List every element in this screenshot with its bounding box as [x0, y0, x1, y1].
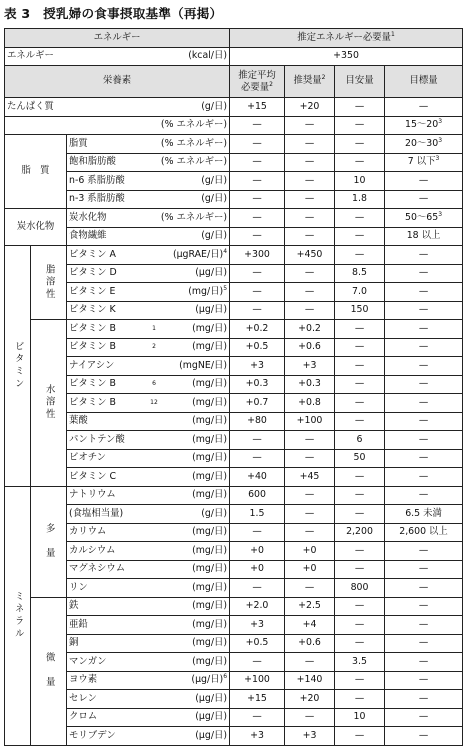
vit_d-name-cell: ビタミン D (µg/日)	[67, 264, 230, 283]
n6-ear: —	[230, 172, 285, 191]
energy-unit: (kcal/日)	[188, 50, 228, 62]
n3-name-cell: n-3 系脂肪酸 (g/日)	[67, 190, 230, 209]
table-row	[5, 264, 463, 283]
vit_d-dg: —	[385, 264, 463, 283]
protein-ear: +15	[230, 98, 285, 117]
manganese-ai: 3.5	[335, 653, 385, 672]
group-carb: 炭水化物	[5, 209, 67, 246]
energy-header-row	[5, 29, 463, 48]
table-row	[5, 320, 463, 339]
zinc-name-cell: 亜鉛 (mg/日)	[67, 616, 230, 635]
vit_b1-ear: +0.2	[230, 320, 285, 339]
table-title: 表 3 授乳婦の食事摂取基準（再掲）	[4, 6, 223, 21]
group-mineral: ミネラル	[5, 486, 31, 745]
iodine-ear: +100	[230, 671, 285, 690]
lipid-ai: —	[335, 135, 385, 154]
molybdenum-rda: +3	[285, 727, 335, 746]
protein_pct-ear: —	[230, 116, 285, 135]
vit_a-dg: —	[385, 246, 463, 265]
vit_c-ear: +40	[230, 468, 285, 487]
energy-value: +350	[230, 47, 463, 66]
protein-rda: +20	[285, 98, 335, 117]
folate-name-cell: 葉酸 (mg/日)	[67, 412, 230, 431]
pantothenic-dg: —	[385, 431, 463, 450]
folate-ai: —	[335, 412, 385, 431]
copper-ear: +0.5	[230, 634, 285, 653]
vit_b2-dg: —	[385, 338, 463, 357]
biotin-name-cell: ビオチン (mg/日)	[67, 449, 230, 468]
fiber-ear: —	[230, 227, 285, 246]
salt-ai: —	[335, 505, 385, 524]
nutrition-table	[4, 28, 463, 746]
biotin-rda: —	[285, 449, 335, 468]
molybdenum-ai: —	[335, 727, 385, 746]
magnesium-dg: —	[385, 560, 463, 579]
potassium-ear: —	[230, 523, 285, 542]
vit_k-dg: —	[385, 301, 463, 320]
table-row	[5, 449, 463, 468]
energy-header: エネルギー	[5, 29, 230, 48]
potassium-dg: 2,600 以上	[385, 523, 463, 542]
table-row	[5, 523, 463, 542]
pantothenic-rda: —	[285, 431, 335, 450]
sfa-rda: —	[285, 153, 335, 172]
table-row	[5, 671, 463, 690]
iron-ai: —	[335, 597, 385, 616]
manganese-name-cell: マンガン (mg/日)	[67, 653, 230, 672]
sodium-ai: —	[335, 486, 385, 505]
selenium-name-cell: セレン (µg/日)	[67, 690, 230, 709]
calcium-ai: —	[335, 542, 385, 561]
calcium-name-cell: カルシウム (mg/日)	[67, 542, 230, 561]
table-row	[5, 135, 463, 154]
vit_e-ai: 7.0	[335, 283, 385, 302]
ai-header: 目安量	[335, 66, 385, 98]
table-row	[5, 190, 463, 209]
carbohydrate-name-cell: 炭水化物 (% エネルギー)	[67, 209, 230, 228]
pantothenic-ear: —	[230, 431, 285, 450]
n6-dg: —	[385, 172, 463, 191]
folate-dg: —	[385, 412, 463, 431]
vit_c-dg: —	[385, 468, 463, 487]
salt-dg: 6.5 未満	[385, 505, 463, 524]
calcium-dg: —	[385, 542, 463, 561]
nutrient-header: 栄養素	[5, 66, 230, 98]
n6-name-cell: n-6 系脂肪酸 (g/日)	[67, 172, 230, 191]
carbohydrate-ai: —	[335, 209, 385, 228]
vit_b6-name-cell: ビタミン B $_6$ (mg/日)	[67, 375, 230, 394]
table-row	[5, 653, 463, 672]
biotin-dg: —	[385, 449, 463, 468]
vit_k-rda: —	[285, 301, 335, 320]
copper-ai: —	[335, 634, 385, 653]
table-row	[5, 542, 463, 561]
table-row	[5, 616, 463, 635]
n3-rda: —	[285, 190, 335, 209]
carbohydrate-dg: 50〜$65^3$	[385, 209, 463, 228]
phosphorus-rda: —	[285, 579, 335, 598]
vit_a-name-cell: ビタミン A (µgRAE/日)$^4$	[67, 246, 230, 265]
nutrient-header-row	[5, 66, 463, 98]
carbohydrate-rda: —	[285, 209, 335, 228]
phosphorus-ai: 800	[335, 579, 385, 598]
iron-dg: —	[385, 597, 463, 616]
niacin-rda: +3	[285, 357, 335, 376]
sodium-rda: —	[285, 486, 335, 505]
calcium-rda: +0	[285, 542, 335, 561]
table-row	[5, 283, 463, 302]
energy-row	[5, 47, 463, 66]
vit_b2-ear: +0.5	[230, 338, 285, 357]
phosphorus-dg: —	[385, 579, 463, 598]
table-row	[5, 431, 463, 450]
vit_b12-ear: +0.7	[230, 394, 285, 413]
vit_c-rda: +45	[285, 468, 335, 487]
manganese-dg: —	[385, 653, 463, 672]
group-water-soluble: 水溶性	[31, 320, 67, 487]
vit_e-ear: —	[230, 283, 285, 302]
sfa-ear: —	[230, 153, 285, 172]
pantothenic-ai: 6	[335, 431, 385, 450]
selenium-rda: +20	[285, 690, 335, 709]
iodine-rda: +140	[285, 671, 335, 690]
table-row	[5, 338, 463, 357]
protein-dg: —	[385, 98, 463, 117]
table-row	[5, 468, 463, 487]
vit_c-name-cell: ビタミン C (mg/日)	[67, 468, 230, 487]
iodine-name-cell: ヨウ素 (µg/日)$^6$	[67, 671, 230, 690]
sodium-ear: 600	[230, 486, 285, 505]
protein_pct-rda: —	[285, 116, 335, 135]
table-row	[5, 634, 463, 653]
vit_b6-ai: —	[335, 375, 385, 394]
vit_d-ear: —	[230, 264, 285, 283]
magnesium-rda: +0	[285, 560, 335, 579]
vit_b12-dg: —	[385, 394, 463, 413]
niacin-ear: +3	[230, 357, 285, 376]
vit_a-rda: +450	[285, 246, 335, 265]
niacin-dg: —	[385, 357, 463, 376]
zinc-ai: —	[335, 616, 385, 635]
vit_k-name-cell: ビタミン K (µg/日)	[67, 301, 230, 320]
vit_b1-rda: +0.2	[285, 320, 335, 339]
vit_b2-ai: —	[335, 338, 385, 357]
n6-ai: 10	[335, 172, 385, 191]
salt-ear: 1.5	[230, 505, 285, 524]
table-row	[5, 727, 463, 746]
sodium-name-cell: ナトリウム (mg/日)	[67, 486, 230, 505]
fiber-dg: 18 以上	[385, 227, 463, 246]
table-row	[5, 579, 463, 598]
group-fat: 脂 質	[5, 135, 67, 209]
vit_b6-dg: —	[385, 375, 463, 394]
niacin-ai: —	[335, 357, 385, 376]
copper-dg: —	[385, 634, 463, 653]
table-row	[5, 412, 463, 431]
selenium-ai: —	[335, 690, 385, 709]
vit_e-dg: —	[385, 283, 463, 302]
vit_k-ear: —	[230, 301, 285, 320]
n3-ear: —	[230, 190, 285, 209]
vit_b2-name-cell: ビタミン B $_2$ (mg/日)	[67, 338, 230, 357]
iron-name-cell: 鉄 (mg/日)	[67, 597, 230, 616]
zinc-dg: —	[385, 616, 463, 635]
table-row	[5, 375, 463, 394]
salt-rda: —	[285, 505, 335, 524]
folate-rda: +100	[285, 412, 335, 431]
table-row	[5, 153, 463, 172]
vit_b12-ai: —	[335, 394, 385, 413]
sodium-dg: —	[385, 486, 463, 505]
vit_e-name-cell: ビタミン E (mg/日)$^5$	[67, 283, 230, 302]
copper-rda: +0.6	[285, 634, 335, 653]
manganese-ear: —	[230, 653, 285, 672]
dg-header: 目標量	[385, 66, 463, 98]
table-row	[5, 708, 463, 727]
chromium-rda: —	[285, 708, 335, 727]
copper-name-cell: 銅 (mg/日)	[67, 634, 230, 653]
n3-dg: —	[385, 190, 463, 209]
biotin-ai: 50	[335, 449, 385, 468]
chromium-dg: —	[385, 708, 463, 727]
molybdenum-ear: +3	[230, 727, 285, 746]
magnesium-ai: —	[335, 560, 385, 579]
phosphorus-ear: —	[230, 579, 285, 598]
table-row	[5, 209, 463, 228]
protein-pct-unit: (% エネルギー)	[5, 116, 230, 135]
vit_k-ai: 150	[335, 301, 385, 320]
vit_b6-ear: +0.3	[230, 375, 285, 394]
potassium-name-cell: カリウム (mg/日)	[67, 523, 230, 542]
selenium-dg: —	[385, 690, 463, 709]
table-row	[5, 357, 463, 376]
folate-ear: +80	[230, 412, 285, 431]
vit_b12-name-cell: ビタミン B $_{12}$ (mg/日)	[67, 394, 230, 413]
vit_d-rda: —	[285, 264, 335, 283]
molybdenum-name-cell: モリブデン (µg/日)	[67, 727, 230, 746]
iron-rda: +2.5	[285, 597, 335, 616]
carbohydrate-ear: —	[230, 209, 285, 228]
calcium-ear: +0	[230, 542, 285, 561]
magnesium-ear: +0	[230, 560, 285, 579]
vit_b1-dg: —	[385, 320, 463, 339]
table-row	[5, 246, 463, 265]
energy-requirement-header: 推定エネルギー必要量$^1$	[230, 29, 463, 48]
table-row	[5, 301, 463, 320]
zinc-rda: +4	[285, 616, 335, 635]
magnesium-name-cell: マグネシウム (mg/日)	[67, 560, 230, 579]
group-macro: 多 量	[31, 486, 67, 597]
table-row	[5, 116, 463, 135]
vit_c-ai: —	[335, 468, 385, 487]
vit_b12-rda: +0.8	[285, 394, 335, 413]
potassium-ai: 2,200	[335, 523, 385, 542]
table-row	[5, 690, 463, 709]
lipid-rda: —	[285, 135, 335, 154]
energy-label: エネルギー	[7, 50, 54, 62]
table-row	[5, 394, 463, 413]
table-row	[5, 560, 463, 579]
table-row	[5, 98, 463, 117]
ear-header: 推定平均 必要量$^2$	[230, 66, 285, 98]
sfa-ai: —	[335, 153, 385, 172]
vit_b1-name-cell: ビタミン B $_1$ (mg/日)	[67, 320, 230, 339]
n6-rda: —	[285, 172, 335, 191]
phosphorus-name-cell: リン (mg/日)	[67, 579, 230, 598]
rda-header: 推奨量$^2$	[285, 66, 335, 98]
biotin-ear: —	[230, 449, 285, 468]
iodine-dg: —	[385, 671, 463, 690]
chromium-name-cell: クロム (µg/日)	[67, 708, 230, 727]
vit_b2-rda: +0.6	[285, 338, 335, 357]
lipid-name-cell: 脂質 (% エネルギー)	[67, 135, 230, 154]
lipid-ear: —	[230, 135, 285, 154]
chromium-ai: 10	[335, 708, 385, 727]
iodine-ai: —	[335, 671, 385, 690]
chromium-ear: —	[230, 708, 285, 727]
table-row	[5, 486, 463, 505]
vit_a-ear: +300	[230, 246, 285, 265]
fiber-ai: —	[335, 227, 385, 246]
selenium-ear: +15	[230, 690, 285, 709]
manganese-rda: —	[285, 653, 335, 672]
protein-ai: —	[335, 98, 385, 117]
sfa-dg: 7 以下$^3$	[385, 153, 463, 172]
table-row	[5, 172, 463, 191]
potassium-rda: —	[285, 523, 335, 542]
vit_e-rda: —	[285, 283, 335, 302]
group-fat-soluble: 脂溶性	[31, 246, 67, 320]
fiber-rda: —	[285, 227, 335, 246]
table-row	[5, 597, 463, 616]
fiber-name-cell: 食物繊維 (g/日)	[67, 227, 230, 246]
zinc-ear: +3	[230, 616, 285, 635]
n3-ai: 1.8	[335, 190, 385, 209]
protein_pct-dg: 15〜$20^3$	[385, 116, 463, 135]
group-micro: 微 量	[31, 597, 67, 745]
sfa-name-cell: 飽和脂肪酸 (% エネルギー)	[67, 153, 230, 172]
salt-name-cell: (食塩相当量) (g/日)	[67, 505, 230, 524]
molybdenum-dg: —	[385, 727, 463, 746]
table-row	[5, 227, 463, 246]
niacin-name-cell: ナイアシン (mgNE/日)	[67, 357, 230, 376]
vit_b6-rda: +0.3	[285, 375, 335, 394]
lipid-dg: 20〜$30^3$	[385, 135, 463, 154]
vit_a-ai: —	[335, 246, 385, 265]
table-row	[5, 505, 463, 524]
iron-ear: +2.0	[230, 597, 285, 616]
vit_b1-ai: —	[335, 320, 385, 339]
protein-name-cell: たんぱく質 (g/日)	[5, 98, 230, 117]
group-vitamin: ビタミン	[5, 246, 31, 487]
vit_d-ai: 8.5	[335, 264, 385, 283]
pantothenic-name-cell: パントテン酸 (mg/日)	[67, 431, 230, 450]
protein_pct-ai: —	[335, 116, 385, 135]
